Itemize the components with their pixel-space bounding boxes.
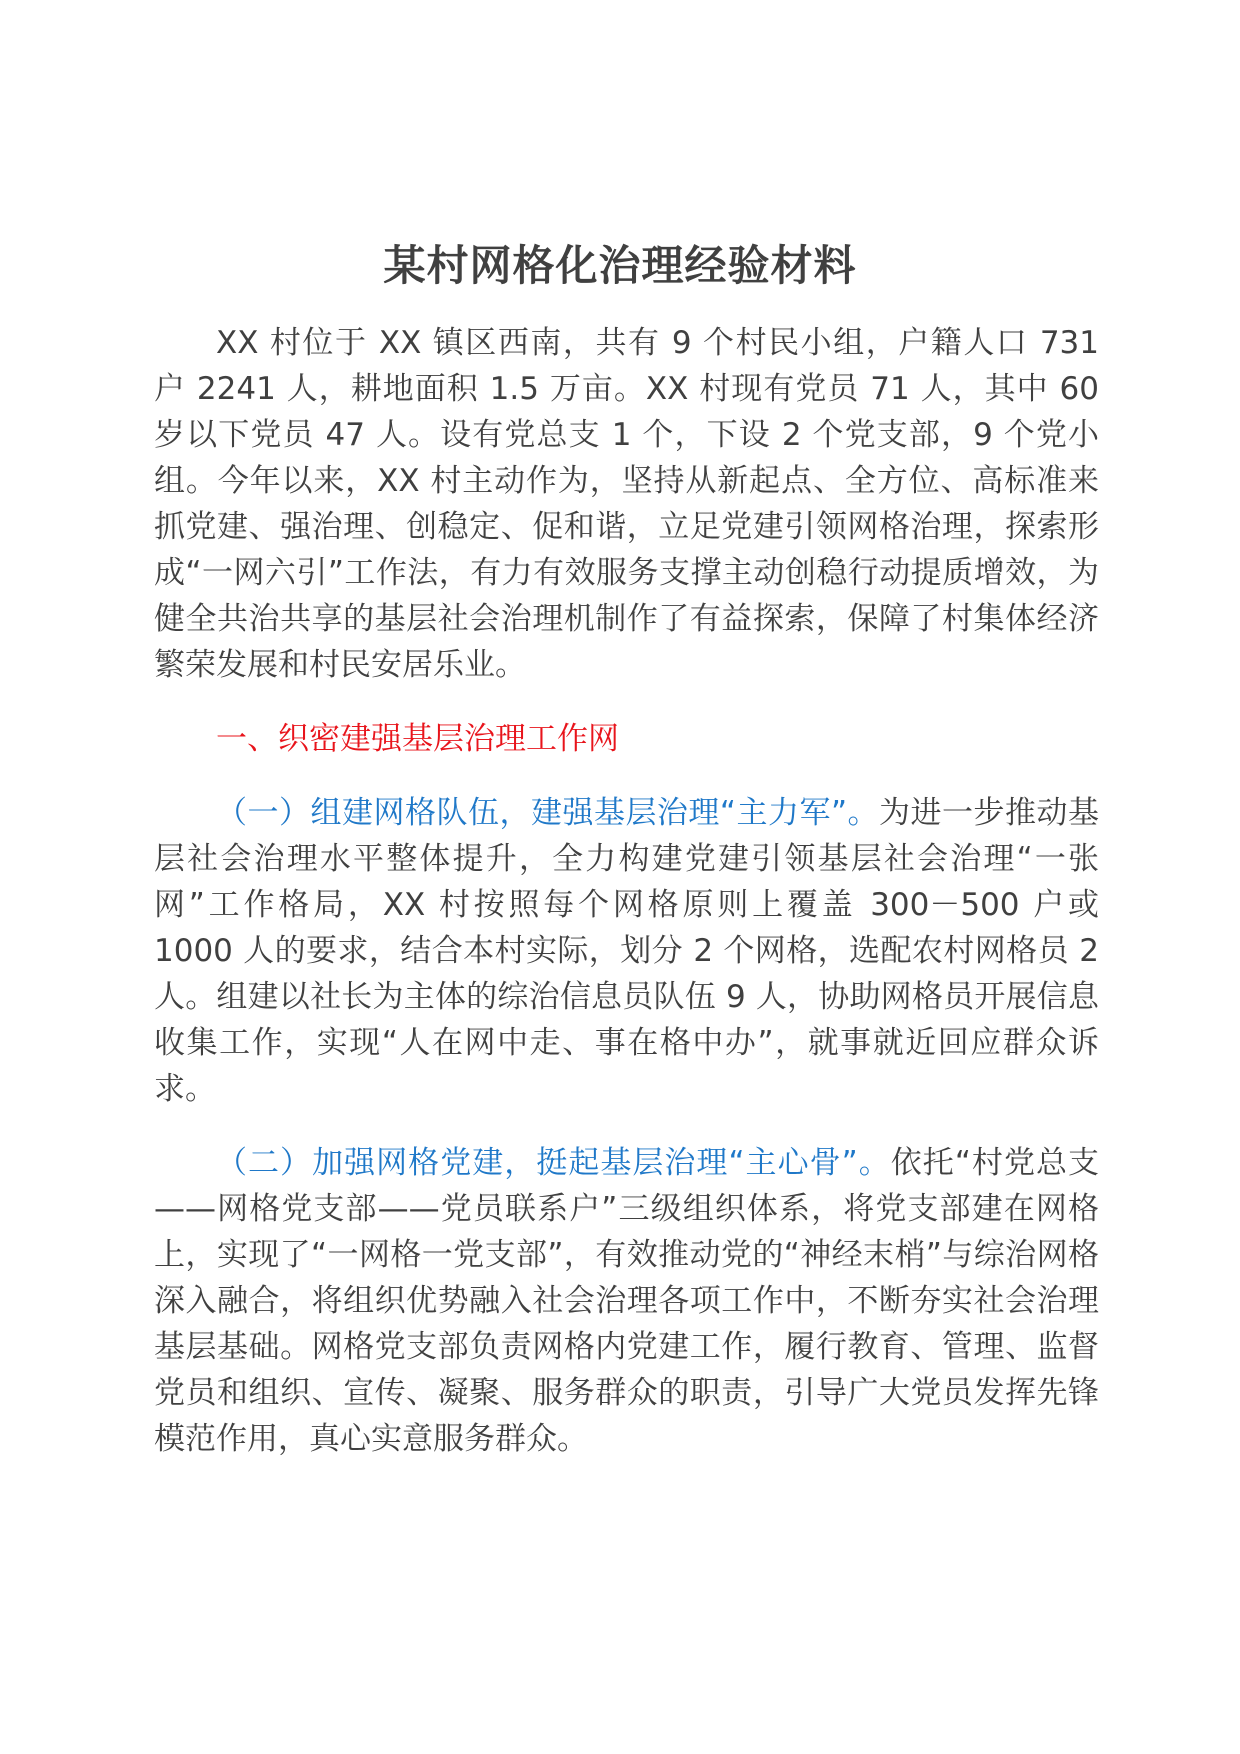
document-title: 某村网格化治理经验材料 — [383, 241, 857, 290]
document-body — [154, 320, 1099, 1490]
section-heading-1: 一、织密建强基层治理工作网 — [216, 721, 619, 757]
subsection-1-body: 为进一步推动基层社会治理水平整体提升，全力构建党建引领基层社会治理“一张网”工作格局，XX 村按照每个网格原则上覆盖 300－500 户或 1000 人的要求，结合本村实际，划分 2 个网格，选配农村网格员 2 人。组建以社长为主体的综治信息员队伍 9 人，协助网格员开展信息收集工作，实现“人在网中走、事在格中办”，就事就近回应群众诉求。 — [154, 795, 1100, 1107]
subsection-2-heading: （二）加强网格党建，挺起基层治理“主心骨”。 — [216, 1145, 891, 1181]
subsection-2-paragraph — [154, 1140, 1099, 1462]
intro-paragraph: XX 村位于 XX 镇区西南，共有 9 个村民小组，户籍人口 731 户 2241 人，耕地面积 1.5 万亩。XX 村现有党员 71 人，其中 60 岁以下党员 47 人。设有党总支 1 个，下设 2 个党支部，9 个党小组。今年以来，XX 村主动作为，坚持从新起点、全方位、高标准来抓党建、强治理、创稳定、促和谐，立足党建引领网格治理，探索形成“一网六引”工作法，有力有效服务支撑主动创稳行动提质增效，为健全共治共享的基层社会治理机制作了有益探索，保障了村集体经济繁荣发展和村民安居乐业。 — [154, 325, 1099, 683]
subsection-1-paragraph — [154, 790, 1099, 1112]
subsection-2-body: 依托“村党总支——网格党支部——党员联系户”三级组织体系，将党支部建在网格上，实现了“一网格一党支部”，有效推动党的“神经末梢”与综治网格深入融合，将组织优势融入社会治理各项工作中，不断夯实社会治理基层基础。网格党支部负责网格内党建工作，履行教育、管理、监督党员和组织、宣传、凝聚、服务群众的职责，引导广大党员发挥先锋模范作用，真心实意服务群众。 — [154, 1145, 1099, 1457]
subsection-1-heading: （一）组建网格队伍，建强基层治理“主力军”。 — [216, 795, 880, 831]
